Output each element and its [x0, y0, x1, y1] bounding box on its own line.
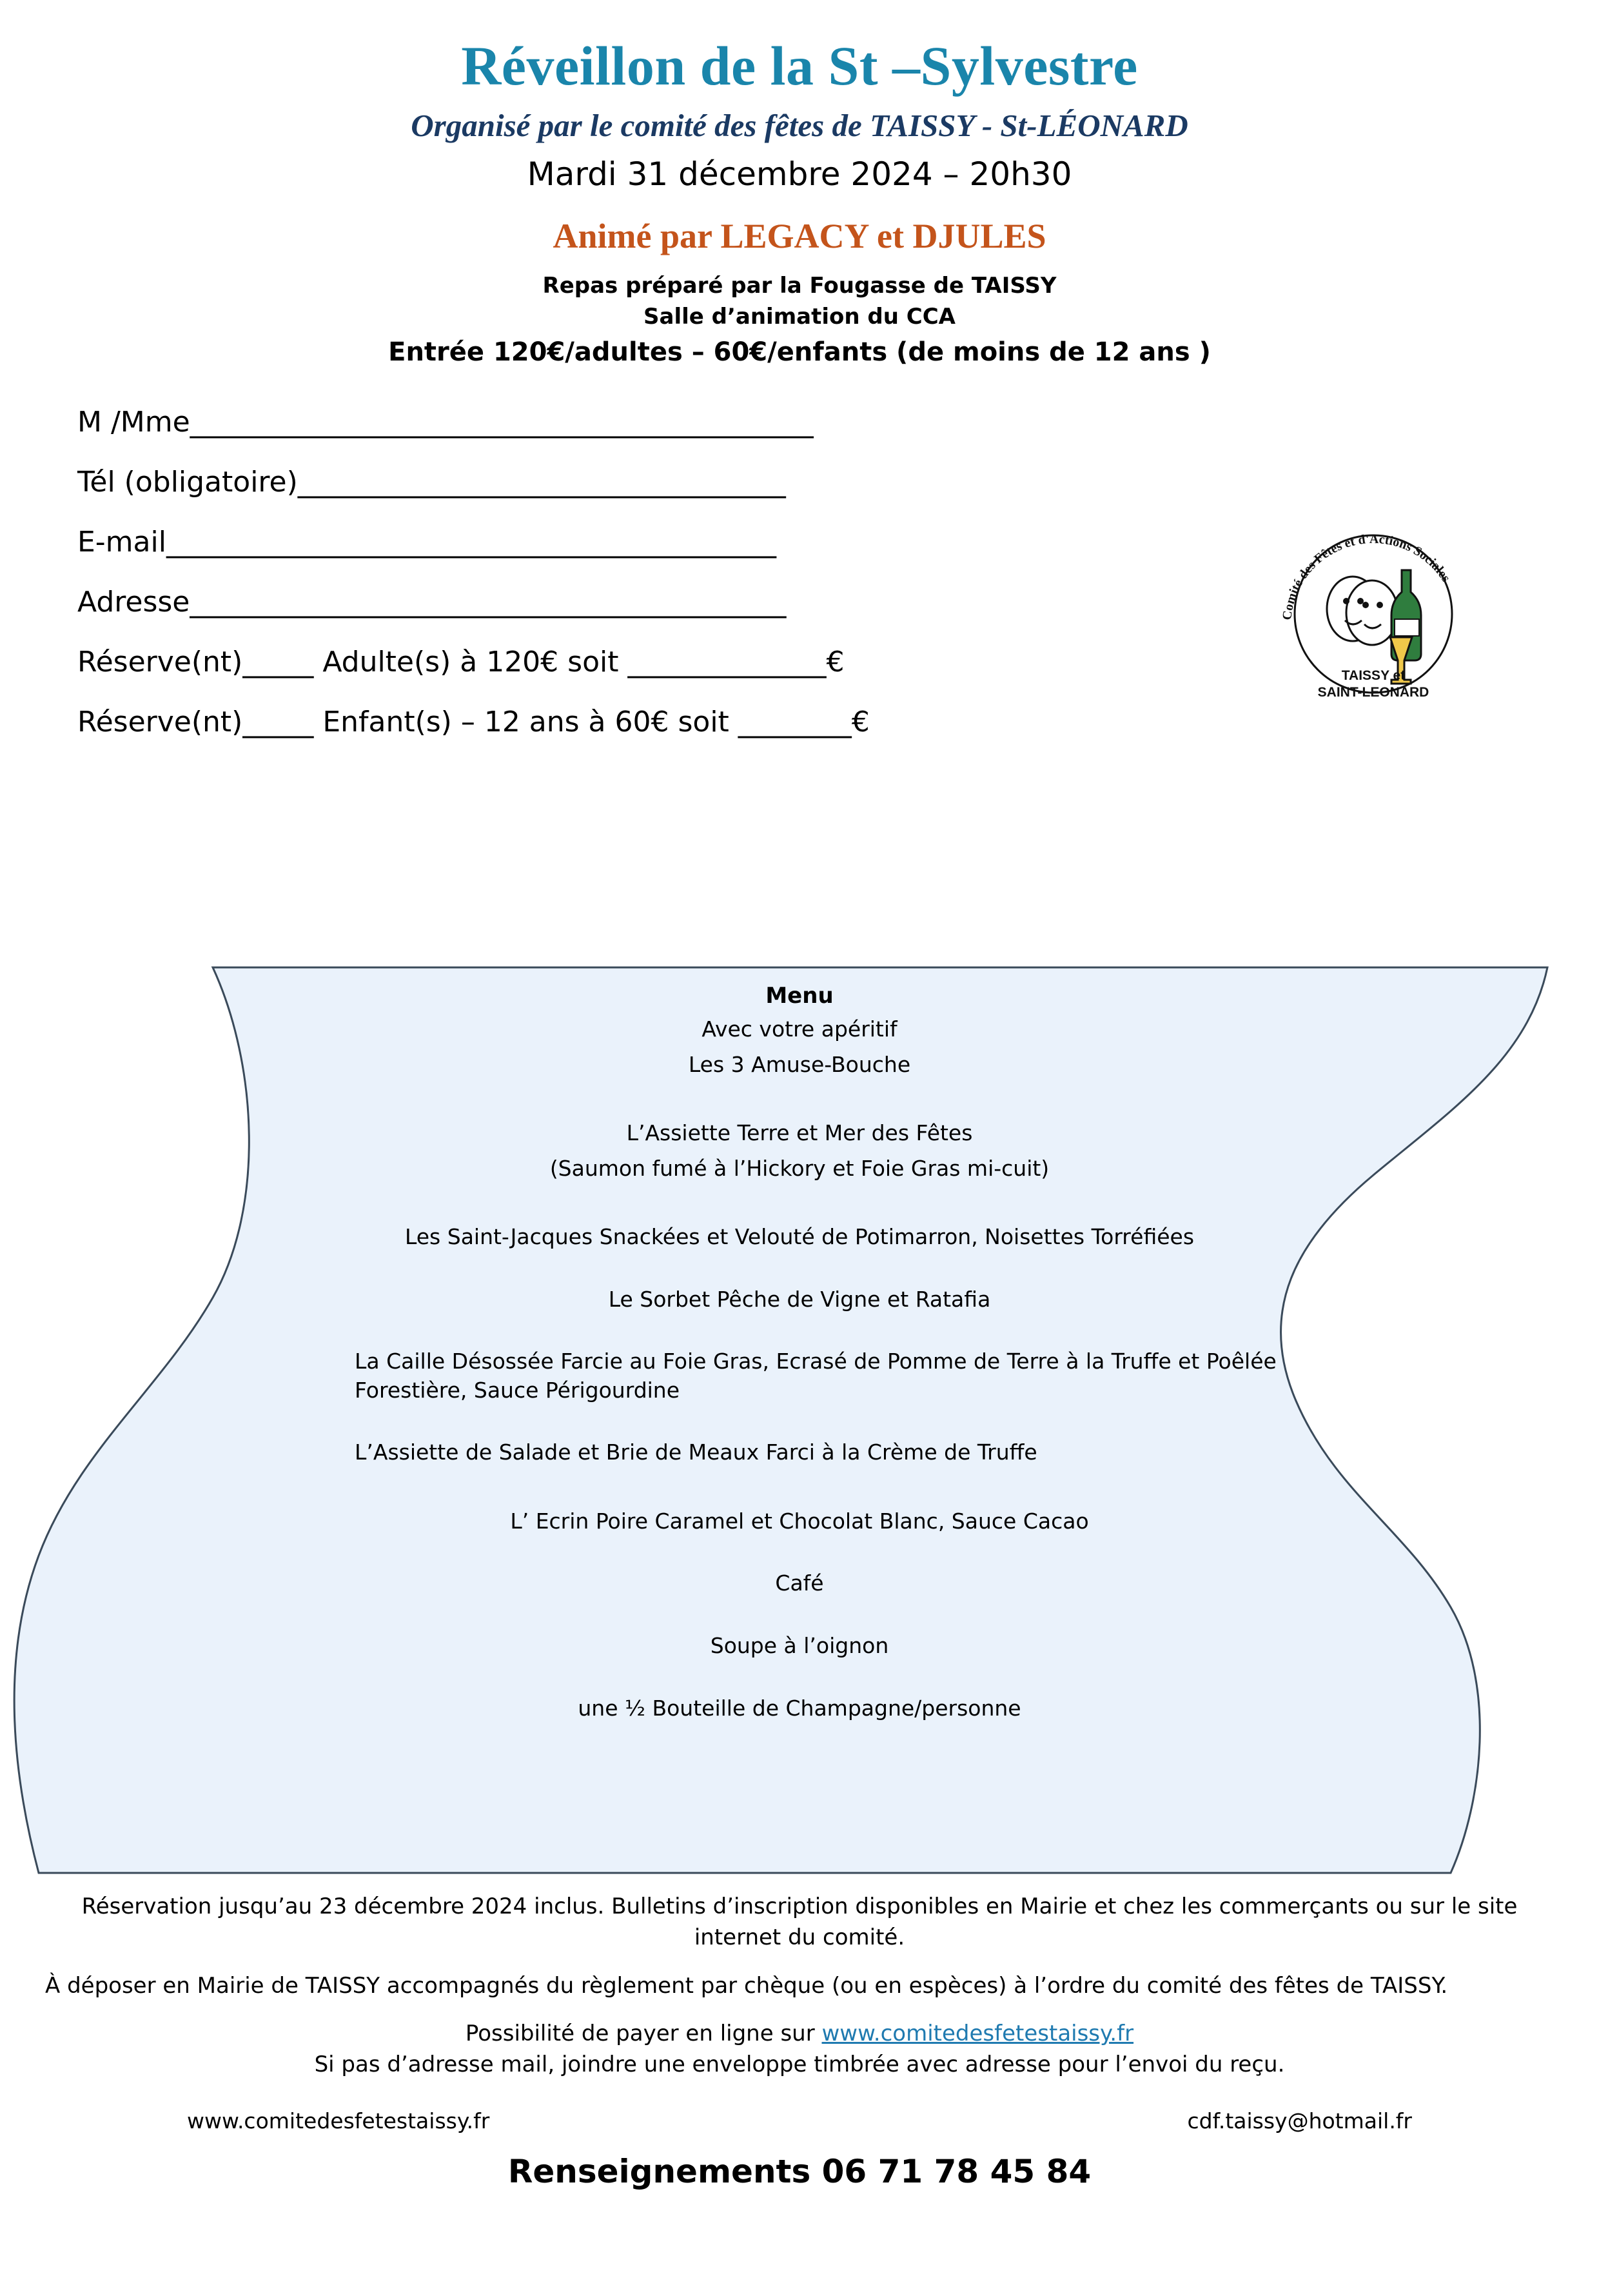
flyer-page [0, 34, 1599, 2296]
menu-line-10: Soupe à l’oignon [710, 1633, 889, 1659]
form-row-children[interactable]: Réserve(nt)_____ Enfant(s) – 12 ans à 60€ soit ________€ [77, 706, 870, 738]
form-fill-address: ____________________________________________ [190, 586, 786, 619]
form-label-address: Adresse [77, 586, 190, 619]
svg-text:TAISSY et: TAISSY et [1341, 668, 1406, 683]
form-label-phone: Tél (obligatoire) [77, 466, 298, 499]
svg-text:SAINT-LEONARD: SAINT-LEONARD [1317, 685, 1429, 700]
svg-text:Comité des Fêtes et d'Actions: Comité des Fêtes et d'Actions Sociales [1280, 531, 1453, 621]
event-animators: Animé par LEGACY et DJULES [553, 217, 1046, 255]
event-datetime: Mardi 31 décembre 2024 – 20h30 [527, 155, 1072, 193]
page-title: Réveillon de la St –Sylvestre [461, 35, 1138, 97]
contact-row [0, 2108, 1599, 2133]
menu-line-6: La Caille Désossée Farcie au Foie Gras, Ecrasé de Pomme de Terre à la Truffe et Poêlée Forestière, Sauce Périgourdine [355, 1349, 1277, 1403]
menu-line-3: (Saumon fumé à l’Hickory et Foie Gras mi-cuit) [549, 1155, 1050, 1181]
form-label-name: M /Mme [77, 406, 190, 439]
online-payment-note [0, 2018, 1599, 2049]
menu-text [0, 962, 1599, 1723]
menu-line-9: Café [775, 1570, 824, 1596]
form-fill-phone: ____________________________________ [297, 466, 785, 499]
online-payment-link[interactable]: www.comitedesfetestaissy.fr [821, 2020, 1134, 2046]
menu-line-8: L’ Ecrin Poire Caramel et Chocolat Blanc, Sauce Cacao [510, 1508, 1089, 1534]
email-text[interactable]: cdf.taissy@hotmail.fr [1187, 2108, 1412, 2134]
venue: Salle d’animation du CCA [643, 304, 956, 330]
form-row-phone[interactable] [77, 466, 1599, 499]
page-subtitle: Organisé par le comité des fêtes de TAISSY - St-LÉONARD [411, 108, 1188, 143]
form-fill-name: ______________________________________________ [190, 406, 813, 439]
online-payment-prefix: Possibilité de payer en ligne sur [465, 2020, 822, 2046]
menu-line-5: Le Sorbet Pêche de Vigne et Ratafia [608, 1286, 991, 1312]
form-fill-email: _____________________________________________ [166, 526, 776, 559]
deposit-note: À déposer en Mairie de TAISSY accompagnés du règlement par chèque (ou en espèces) à l’ordre du comité des fêtes de TAISSY. [45, 1972, 1448, 1999]
phone-info: Renseignements 06 71 78 45 84 [507, 2153, 1092, 2191]
website-text[interactable]: www.comitedesfetestaissy.fr [187, 2108, 490, 2134]
committee-logo [1264, 511, 1483, 724]
form-row-adults[interactable]: Réserve(nt)_____ Adulte(s) à 120€ soit ______________€ [77, 646, 845, 678]
menu-line-11: une ½ Bouteille de Champagne/personne [578, 1695, 1021, 1721]
meal-provider: Repas préparé par la Fougasse de TAISSY [542, 273, 1057, 299]
menu-line-2: L’Assiette Terre et Mer des Fêtes [626, 1120, 973, 1146]
footer-section [0, 1891, 1599, 2190]
form-label-email: E-mail [77, 526, 166, 559]
price-line: Entrée 120€/adultes – 60€/enfants (de moins de 12 ans ) [388, 337, 1211, 367]
menu-title: Menu [765, 983, 834, 1009]
menu-line-7: L’Assiette de Salade et Brie de Meaux Farci à la Crème de Truffe [355, 1440, 1037, 1465]
stamp-note: Si pas d’adresse mail, joindre une enveloppe timbrée avec adresse pour l’envoi du reçu. [314, 2052, 1285, 2078]
menu-line-1: Les 3 Amuse-Bouche [688, 1051, 911, 1077]
menu-line-0: Avec votre apéritif [701, 1016, 898, 1042]
reservation-note: Réservation jusqu’au 23 décembre 2024 inclus. Bulletins d’inscription disponibles en Mairie et chez les commerçants ou sur le site internet du comité. [81, 1894, 1518, 1951]
menu-line-4: Les Saint-Jacques Snackées et Velouté de Potimarron, Noisettes Torréfiées [404, 1224, 1195, 1250]
menu-section [0, 962, 1599, 1878]
form-row-name[interactable] [77, 406, 1599, 439]
